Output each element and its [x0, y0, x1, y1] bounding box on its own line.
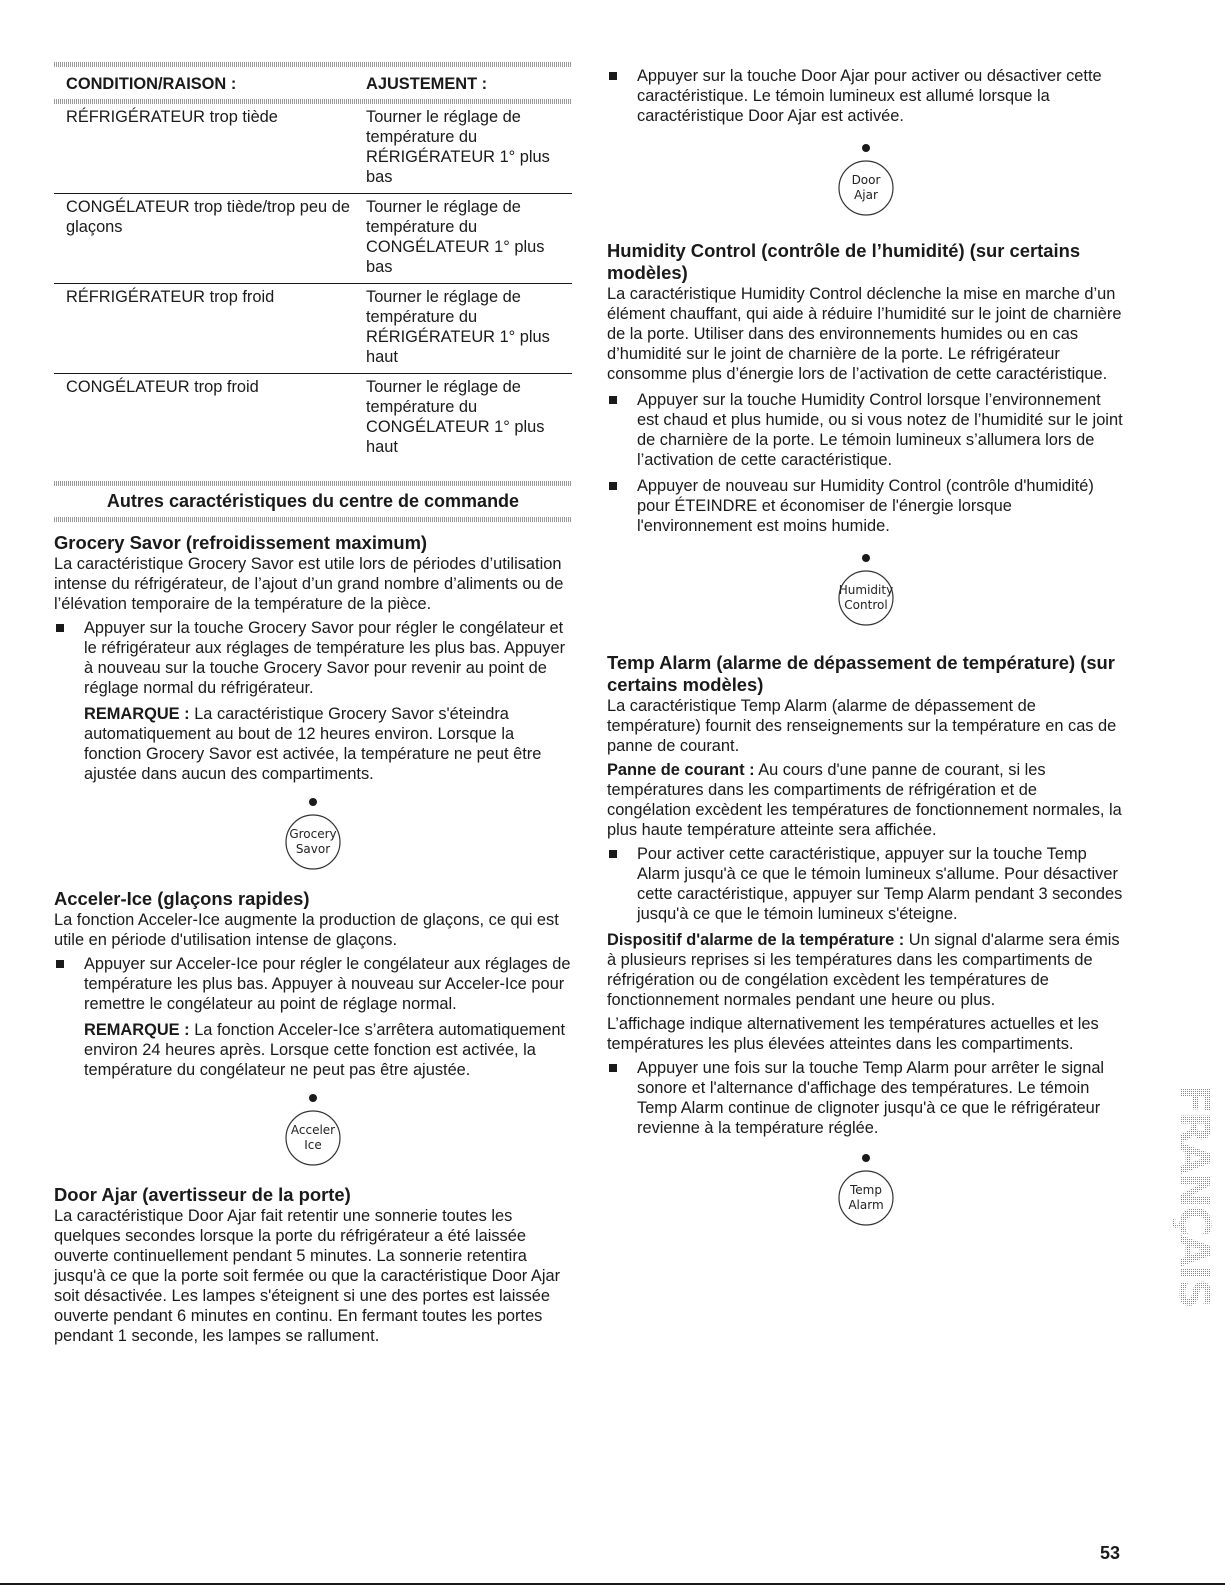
- temp-alarm-button[interactable]: [826, 1154, 906, 1234]
- key-circle-icon: [826, 562, 906, 634]
- table-header: [54, 67, 572, 99]
- temp-dispositif-text: Un signal d'alarme sera émis à plusieurs reprises si les températures dans les compartiments de réfrigération ou de congélation excèdent les températures de fonctionnement normales pendant une heure ou plus.: [607, 931, 1120, 1009]
- door-heading: Door Ajar (avertisseur de la porte): [54, 1184, 351, 1205]
- acceler-note: [54, 1020, 572, 1080]
- humidity-heading: Humidity Control (contrôle de l’humidité) (sur certains modèles): [607, 240, 1081, 283]
- temp-panne: [607, 760, 1125, 840]
- acceler-bullet: Appuyer sur Acceler-Ice pour régler le congélateur aux réglages de température les plus bas. Appuyer à nouveau sur Acceler-Ice pour remettre le congélateur au point de réglage normal.: [54, 954, 572, 1014]
- table-cell: RÉFRIGÉRATEUR trop tiède: [66, 108, 278, 126]
- indicator-light-icon: [862, 554, 870, 562]
- temp-bullet-2: Appuyer une fois sur la touche Temp Alarm pour arrêter le signal sonore et l'alternance d'affichage des températures. Le témoin Temp Alarm continue de clignoter jusqu'à ce que le réfrigérateur revienne à la température réglée.: [607, 1058, 1125, 1138]
- key-label-line1: Grocery: [289, 827, 337, 841]
- temp-affichage: L’affichage indique alternativement les températures actuelles et les températures les plus élevées atteintes dans les compartiments.: [607, 1015, 1099, 1053]
- key-circle-icon: [273, 1102, 353, 1174]
- table-cell: Tourner le réglage de température du RÉRIGÉRATEUR 1° plus bas: [366, 108, 550, 186]
- key-label-line2: Savor: [295, 842, 331, 856]
- side-tab-text: FRANÇAIS: [1170, 1085, 1219, 1307]
- grocery-note-text: La caractéristique Grocery Savor s'éteindra automatiquement au bout de 12 heures environ. Lorsque la fonction Grocery Savor est activée, la température ne peut être ajustée dans aucun des compartiments.: [84, 705, 542, 783]
- temp-panne-text: Au cours d'une panne de courant, si les températures dans les compartiments de réfrigération et de congélation excèdent les températures de fonctionnement normales, la plus haute température atteinte sera affichée.: [607, 761, 1122, 839]
- acceler-note-text: La fonction Acceler-Ice s’arrêtera automatiquement environ 24 heures après. Lorsque cette fonction est activée, la température du congélateur ne peut pas être ajustée.: [84, 1021, 566, 1079]
- table-cell: Tourner le réglage de température du CONGÉLATEUR 1° plus haut: [366, 378, 545, 456]
- table-cell: CONGÉLATEUR trop tiède/trop peu de glaçons: [66, 198, 350, 236]
- key-circle-icon: [826, 152, 906, 224]
- temp-bullet-1: Pour activer cette caractéristique, appuyer sur la touche Temp Alarm jusqu'à ce que le témoin lumineux s'allume. Pour désactiver cette caractéristique, appuyer sur Temp Alarm pendant 3 secondes jusqu'à ce que le témoin lumineux s'éteigne.: [607, 844, 1125, 924]
- table-row: [54, 194, 572, 284]
- left-column: [54, 62, 572, 1346]
- table-cell: Tourner le réglage de température du CONGÉLATEUR 1° plus bas: [366, 198, 545, 276]
- humidity-bullet-1: Appuyer sur la touche Humidity Control lorsque l’environnement est chaud et plus humide, ou si vous notez de l’humidité sur le joint de charnière de la porte. Le témoin lumineux s’allumera lors de l’activation de cette caractéristique.: [607, 390, 1125, 470]
- indicator-light-icon: [309, 798, 317, 806]
- key-label-line1: Door: [851, 173, 881, 187]
- acceler-note-label: REMARQUE :: [84, 1021, 190, 1039]
- humidity-intro: La caractéristique Humidity Control déclenche la mise en marche d’un élément chauffant, qui aide à réduire l’humidité sur le joint de charnière de la porte. Utiliser dans des environnements humides ou en cas d’humidité sur le joint de charnière de la porte. Le réfrigérateur consomme plus d’énergie lors de l’activation de cette caractéristique.: [607, 285, 1122, 383]
- door-ajar-button[interactable]: [826, 144, 906, 224]
- grocery-savor-button[interactable]: [273, 798, 353, 878]
- humidity-control-button[interactable]: [826, 554, 906, 634]
- acceler-heading: Acceler-Ice (glaçons rapides): [54, 888, 310, 909]
- table-cell: CONGÉLATEUR trop froid: [66, 378, 259, 396]
- grocery-note-label: REMARQUE :: [84, 705, 190, 723]
- temp-dispositif: [607, 930, 1125, 1010]
- humidity-bullet-2: Appuyer de nouveau sur Humidity Control (contrôle d'humidité) pour ÉTEINDRE et économiser de l'énergie lorsque l'environnement est moins humide.: [607, 476, 1125, 536]
- key-label-line2: Alarm: [848, 1198, 884, 1212]
- table-row: [54, 284, 572, 374]
- grocery-heading: Grocery Savor (refroidissement maximum): [54, 532, 428, 553]
- temp-dispositif-label: Dispositif d'alarme de la température :: [607, 931, 905, 949]
- indicator-light-icon: [309, 1094, 317, 1102]
- door-intro: La caractéristique Door Ajar fait retentir une sonnerie toutes les quelques secondes lorsque la porte du réfrigérateur a été laissée ouverte continuellement pendant 5 minutes. La sonnerie retentira jusqu'à ce que la porte soit fermée ou que la caractéristique Door Ajar soit désactivée. Les lampes s'éteignent si une des portes est laissée ouverte pendant 6 minutes en continu. En fermant toutes les portes pendant 1 seconde, les lampes se rallument.: [54, 1207, 561, 1345]
- indicator-light-icon: [862, 1154, 870, 1162]
- indicator-light-icon: [862, 144, 870, 152]
- language-side-tab: [1148, 1085, 1219, 1337]
- key-circle-icon: [273, 806, 353, 878]
- acceler-intro: La fonction Acceler-Ice augmente la production de glaçons, ce qui est utile en période d'utilisation intense de glaçons.: [54, 911, 559, 949]
- key-label-line1: Acceler: [290, 1123, 336, 1137]
- grocery-bullet: Appuyer sur la touche Grocery Savor pour régler le congélateur et le réfrigérateur aux réglages de température les plus bas. Appuyer à nouveau sur la touche Grocery Savor pour revenir au point de réglage normal du réfrigérateur.: [54, 618, 572, 698]
- key-label-line2: Ajar: [854, 188, 878, 202]
- key-label-line1: Temp: [850, 1183, 882, 1197]
- header-condition: CONDITION/RAISON :: [66, 75, 237, 93]
- section-title: Autres caractéristiques du centre de commande: [106, 491, 520, 511]
- table-cell: RÉFRIGÉRATEUR trop froid: [66, 288, 275, 306]
- header-ajustement: AJUSTEMENT :: [366, 75, 488, 93]
- page-number: 53: [1100, 1543, 1121, 1563]
- temp-heading: Temp Alarm (alarme de dépassement de température) (sur certains modèles): [607, 652, 1115, 695]
- acceler-ice-button[interactable]: [273, 1094, 353, 1174]
- grocery-note: [54, 704, 572, 784]
- grocery-intro: La caractéristique Grocery Savor est utile lors de périodes d’utilisation intense du réfrigérateur, de l’ajout d’un grand nombre d’aliments ou de l’élévation temporaire de la température de la pièce.: [54, 555, 564, 613]
- table-cell: Tourner le réglage de température du RÉRIGÉRATEUR 1° plus haut: [366, 288, 550, 366]
- door-bullet: Appuyer sur la touche Door Ajar pour activer ou désactiver cette caractéristique. Le témoin lumineux est allumé lorsque la caractéristique Door Ajar est activée.: [607, 66, 1125, 126]
- key-label-line2: Ice: [304, 1138, 322, 1152]
- key-label-line2: Control: [844, 598, 888, 612]
- key-circle-icon: [826, 1162, 906, 1234]
- key-label-line1: Humidity: [838, 583, 894, 597]
- table-row: [54, 374, 572, 463]
- table-row: [54, 104, 572, 194]
- temp-intro: La caractéristique Temp Alarm (alarme de dépassement de température) fournit des renseignements sur la température en cas de panne de courant.: [607, 697, 1117, 755]
- right-column: [607, 62, 1125, 1234]
- temp-panne-label: Panne de courant :: [607, 761, 755, 779]
